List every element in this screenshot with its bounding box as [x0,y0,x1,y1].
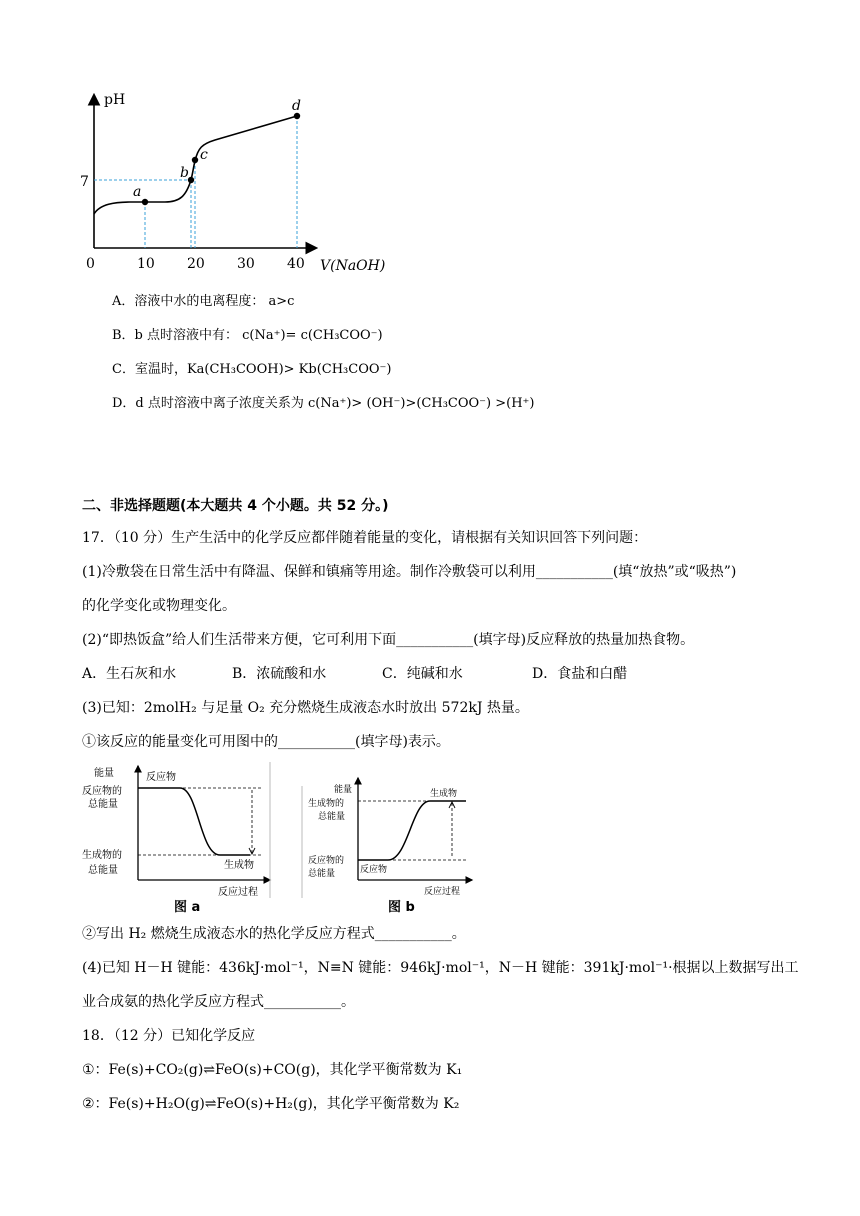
energy-diagram-a [80,762,280,898]
fig-a-top-label-1: 反应物的 [82,786,122,797]
label-a: a [133,184,142,200]
q17-part2-option-d: D．食盐和白醋 [532,666,628,682]
label-b: b [180,165,189,181]
q16-option-b: B．b 点时溶液中有： c(Na⁺)= c(CH₃COO⁻) [112,328,383,343]
fig-b-x-label: 反应过程 [424,887,461,897]
y-tick-7: 7 [80,174,89,190]
titration-curve-figure [70,86,400,276]
y-axis-label: pH [104,92,126,108]
x-tick-30: 30 [237,256,255,272]
q17-part2-option-c: C．纯碱和水 [382,666,463,682]
q17-part2-option-a: A．生石灰和水 [82,666,177,682]
fig-b-curve [358,801,466,860]
section-title: 二、非选择题题(本大题共 4 个小题。共 52 分。) [82,498,389,514]
q16-option-d: D．d 点时溶液中离子浓度关系为 c(Na⁺)> (OH⁻)>(CH₃COO⁻) >(H⁺) [112,396,535,411]
q18-reaction-2: ②：Fe(s)+H₂O(g)⇌FeO(s)+H₂(g)，其化学平衡常数为 K₂ [82,1096,460,1112]
q17-part4-line2: 业合成氨的热化学反应方程式___________。 [82,994,355,1010]
fig-a-caption: 图 a [174,900,201,915]
q17-stem: 17．（10 分）生产生活中的化学反应都伴随着能量的变化，请根据有关知识回答下列问题： [82,530,648,546]
q18-stem: 18．（12 分）已知化学反应 [82,1028,256,1044]
fig-b-bottom-label-1: 反应物的 [308,856,345,866]
point-c [192,157,198,163]
fig-b-start-label: 反应物 [360,865,388,875]
fig-b-caption: 图 b [388,900,415,915]
q17-part1-line1: (1)冷敷袋在日常生活中有降温、保鲜和镇痛等用途。制作冷敷袋可以利用___________(填“放热”或“吸热”) [82,564,737,580]
fig-a-top-label-2: 总能量 [88,799,118,810]
fig-a-bottom-label-1: 生成物的 [82,850,122,861]
x-tick-20: 20 [187,256,205,272]
fig-a-start-label: 反应物 [146,772,176,783]
energy-diagram-b [300,776,480,898]
fig-a-x-label: 反应过程 [218,887,258,898]
q16-option-a: A．溶液中水的电离程度： a>c [112,294,295,309]
fig-a-curve [138,788,250,855]
fig-b-bottom-label-2: 总能量 [308,869,336,879]
x-tick-40: 40 [287,256,305,272]
fig-a-y-label: 能量 [94,768,114,779]
q18-reaction-1: ①：Fe(s)+CO₂(g)⇌FeO(s)+CO(g)，其化学平衡常数为 K₁ [82,1062,463,1078]
x-tick-10: 10 [137,256,155,272]
fig-b-top-label-1: 生成物的 [308,799,345,809]
fig-b-y-label: 能量 [334,785,353,795]
q17-part2: (2)“即热饭盒”给人们生活带来方便，它可利用下面___________(填字母)反应释放的热量加热食物。 [82,632,695,648]
q17-part3: (3)已知：2molH₂ 与足量 O₂ 充分燃烧生成液态水时放出 572kJ 热量。 [82,700,529,716]
fig-b-top-label-2: 总能量 [318,812,346,822]
label-d: d [292,98,301,114]
q17-part4-line1: (4)已知 H－H 键能：436kJ·mol⁻¹，N≡N 键能：946kJ·mol⁻¹，N－H 键能：391kJ·mol⁻¹·根据以上数据写出工 [82,960,799,976]
titration-curve [94,116,297,214]
q17-part3-1: ①该反应的能量变化可用图中的___________(填字母)表示。 [82,734,450,750]
label-c: c [200,147,208,163]
q17-part2-option-b: B．浓硫酸和水 [232,666,327,682]
fig-b-end-label: 生成物 [430,789,458,799]
x-axis-label: V(NaOH) [320,258,386,274]
fig-a-bottom-label-2: 总能量 [88,865,118,876]
fig-a-end-label: 生成物 [224,860,254,871]
q17-part1-line2: 的化学变化或物理变化。 [82,598,236,614]
x-tick-0: 0 [86,256,95,272]
q16-option-c: C．室温时，Ka(CH₃COOH)> Kb(CH₃COO⁻) [112,362,392,377]
point-a [142,199,148,205]
q17-part3-2: ②写出 H₂ 燃烧生成液态水的热化学反应方程式___________。 [82,926,466,942]
